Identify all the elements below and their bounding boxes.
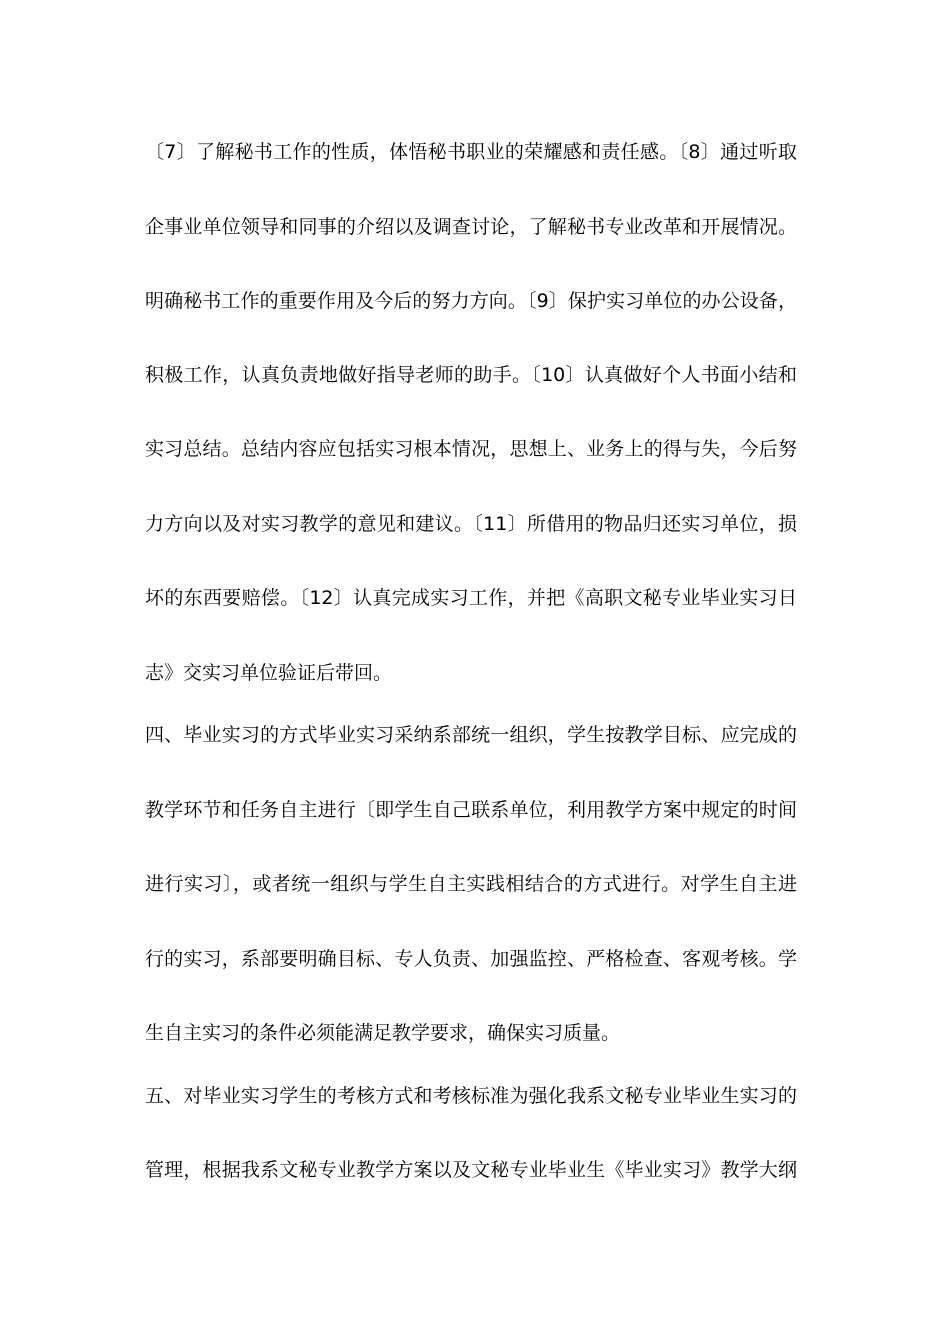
text-line: 〔7〕了解秘书工作的性质，体悟秘书职业的荣耀感和责任感。〔8〕通过听取 [145,141,797,163]
text-line: 明确秘书工作的重要作用及今后的努力方向。〔9〕保护实习单位的办公设备， [145,290,797,312]
text-line: 积极工作，认真负责地做好指导老师的助手。〔10〕认真做好个人书面小结和 [145,364,797,386]
paragraph-last-line: 志》交实习单位验证后带回。 [145,662,393,684]
text-line: 行的实习，系部要明确目标、专人负责、加强监控、严格检查、客观考核。学 [145,948,797,970]
text-line: 企事业单位领导和同事的介绍以及调查讨论，了解秘书专业改革和开展情况。 [145,216,797,238]
text-line: 进行实习〕，或者统一组织与学生自主实践相结合的方式进行。对学生自主进 [145,873,797,895]
text-line: 坏的东西要赔偿。〔12〕认真完成实习工作，并把《高职文秘专业毕业实习日 [145,587,797,609]
paragraph-last-line: 生自主实习的条件必须能满足教学要求，确保实习质量。 [145,1022,621,1044]
section-heading-line: 四、毕业实习的方式毕业实习采纳系部统一组织，学生按教学目标、应完成的 [145,724,797,746]
text-line: 实习总结。总结内容应包括实习根本情况，思想上、业务上的得与失，今后努 [145,438,797,460]
text-line: 力方向以及对实习教学的意见和建议。〔11〕所借用的物品归还实习单位，损 [145,513,797,535]
text-line: 管理，根据我系文秘专业教学方案以及文秘专业毕业生《毕业实习》教学大纲 [145,1159,797,1181]
section-heading-line: 五、对毕业实习学生的考核方式和考核标准为强化我系文秘专业毕业生实习的 [145,1085,797,1107]
text-line: 教学环节和任务自主进行〔即学生自己联系单位，利用教学方案中规定的时间 [145,799,797,821]
